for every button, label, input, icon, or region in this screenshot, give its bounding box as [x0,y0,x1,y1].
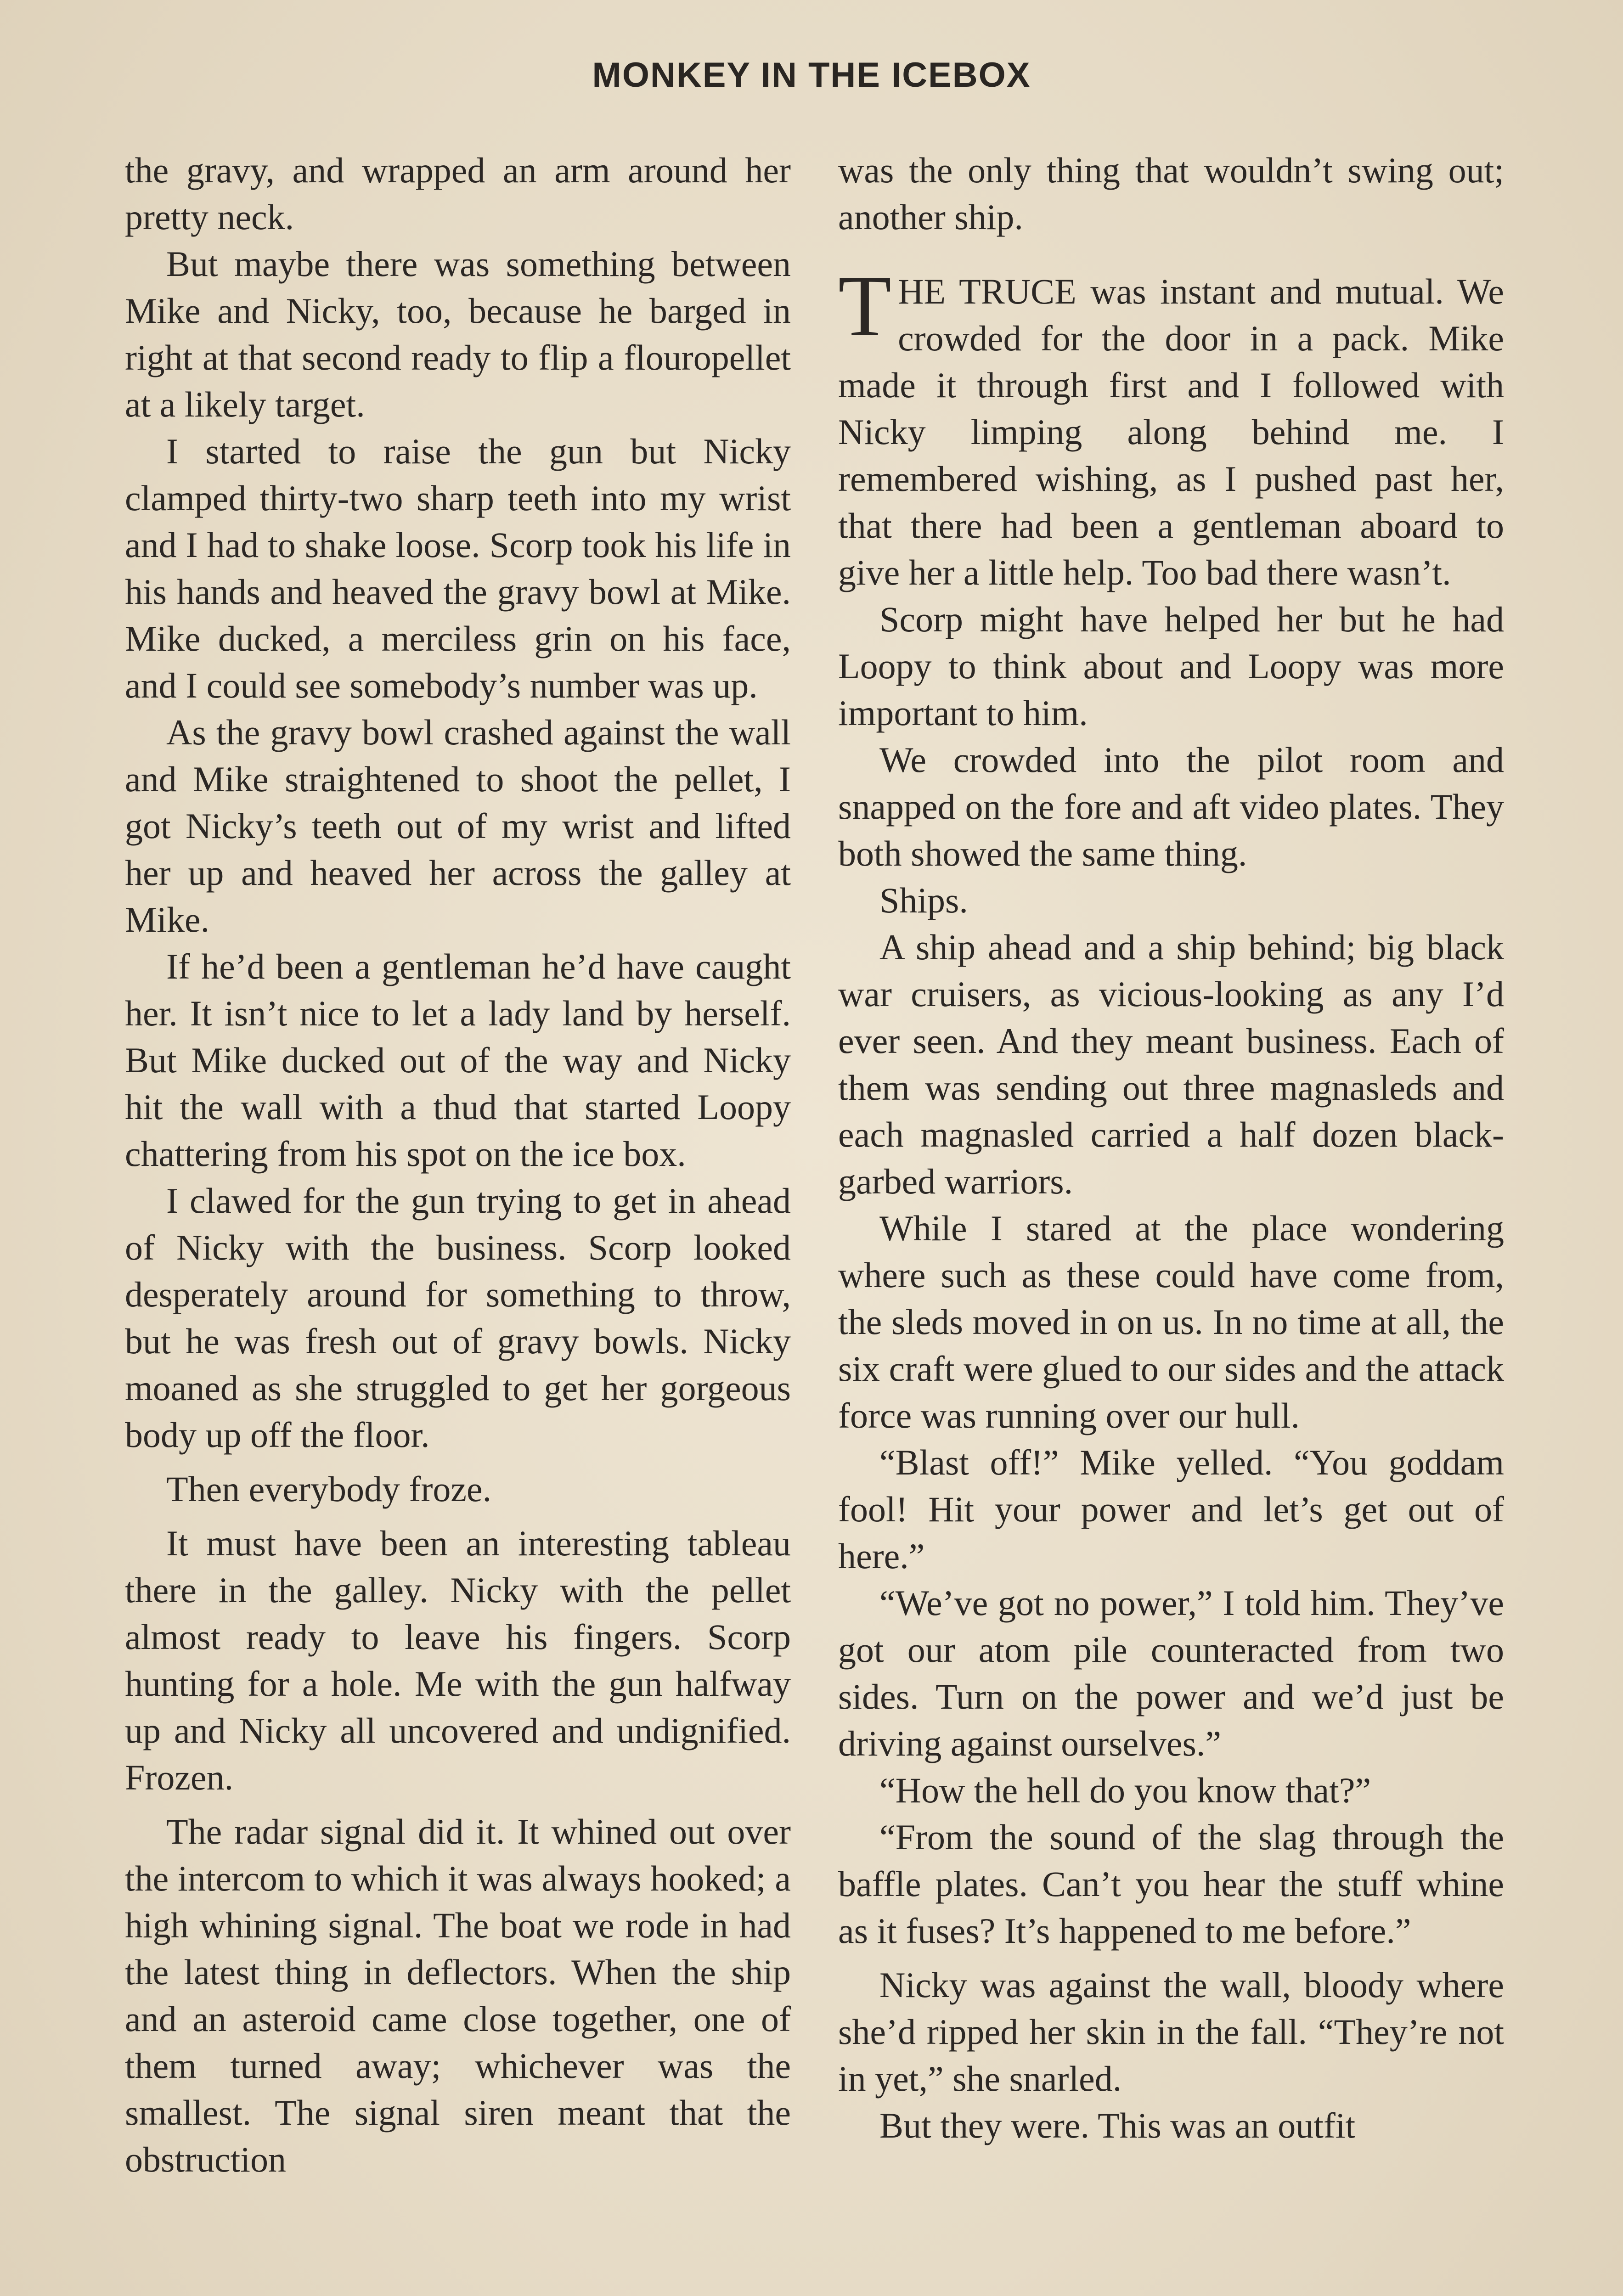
section-opening-paragraph [838,258,1504,596]
paragraph: I clawed for the gun trying to get in ahead of Nicky with the business. Scorp looked desperately around for something to throw, but he was fresh out of gravy bowls. Nicky moaned as she struggled to get her gorgeous body up off the floor. [125,1181,791,1455]
paragraph: “How the hell do you know that?” [879,1770,1371,1810]
paragraph: Then everybody froze. [166,1469,492,1509]
paragraph: “We’ve got no power,” I told him. They’ve got our atom pile counteracted from two sides. Turn on the power and we’d just be driving against ourselves.” [838,1583,1504,1763]
paragraph: But they were. This was an outfit [879,2105,1356,2145]
right-column [838,147,1504,2149]
drop-cap: T [838,258,892,355]
running-head-title: MONKEY IN THE ICEBOX [592,56,1031,95]
paragraph: While I stared at the place wondering where such as these could have come from, the sleds moved in on us. In no time at all, the six craft were glued to our sides and the attack force was running over our hull. [838,1208,1504,1435]
left-column [125,147,791,2183]
paragraph: It must have been an interesting tableau there in the galley. Nicky with the pellet almost ready to leave his fingers. Scorp hunting for a hole. Me with the gun halfway up and Nicky all uncovered and undignified. Frozen. [125,1523,791,1797]
paragraph: A ship ahead and a ship behind; big black war cruisers, as vicious-looking as any I’d ever seen. And they meant business. Each of them was sending out three magnasleds and each magnasled carried a half dozen black-garbed warriors. [838,927,1504,1201]
paragraph: As the gravy bowl crashed against the wall and Mike straightened to shoot the pellet, I got Nicky’s teeth out of my wrist and lifted her up and heaved her across the galley at Mike. [125,712,791,940]
paragraph: the gravy, and wrapped an arm around her pretty neck. [125,150,791,237]
paragraph: We crowded into the pilot room and snapped on the fore and aft video plates. They both showed the same thing. [838,740,1504,873]
paragraph: The radar signal did it. It whined out over the intercom to which it was always hooked; a high whining signal. The boat we rode in had the latest thing in deflectors. When the ship and an asteroid came close together, one of them turned away; whichever was the smallest. The signal siren meant that the obstruction [125,1812,791,2179]
paragraph: Scorp might have helped her but he had Loopy to think about and Loopy was more important to him. [838,599,1504,733]
paragraph: “Blast off!” Mike yelled. “You goddam fool! Hit your power and let’s get out of here.” [838,1442,1504,1576]
paragraph: I started to raise the gun but Nicky clamped thirty-two sharp teeth into my wrist and I had to shake loose. Scorp took his life in his hands and heaved the gravy bowl at Mike. Mike ducked, a merciless grin on his face, and I could see somebody’s number was up. [125,431,791,705]
paragraph: But maybe there was something between Mike and Nicky, too, because he barged in right at that second ready to flip a flouropellet at a likely target. [125,244,791,424]
paragraph: Nicky was against the wall, bloody where she’d ripped her skin in the fall. “They’re not in yet,” she snarled. [838,1965,1504,2099]
paragraph: Ships. [879,880,968,920]
paragraph: “From the sound of the slag through the baffle plates. Can’t you hear the stuff whine as it fuses? It’s happened to me before.” [838,1817,1504,1951]
paragraph: was the only thing that wouldn’t swing out; another ship. [838,150,1504,237]
paragraph: If he’d been a gentleman he’d have caught her. It isn’t nice to let a lady land by herself. But Mike ducked out of the way and Nicky hit the wall with a thud that started Loopy chattering from his spot on the ice box. [125,946,791,1174]
section-opening-text: HE TRUCE was instant and mutual. We crowded for the door in a pack. Mike made it through first and I followed with Nicky limping along behind me. I remembered wishing, as I pushed past her, that there had been a gentleman aboard to give her a little help. Too bad there wasn’t. [838,271,1504,592]
